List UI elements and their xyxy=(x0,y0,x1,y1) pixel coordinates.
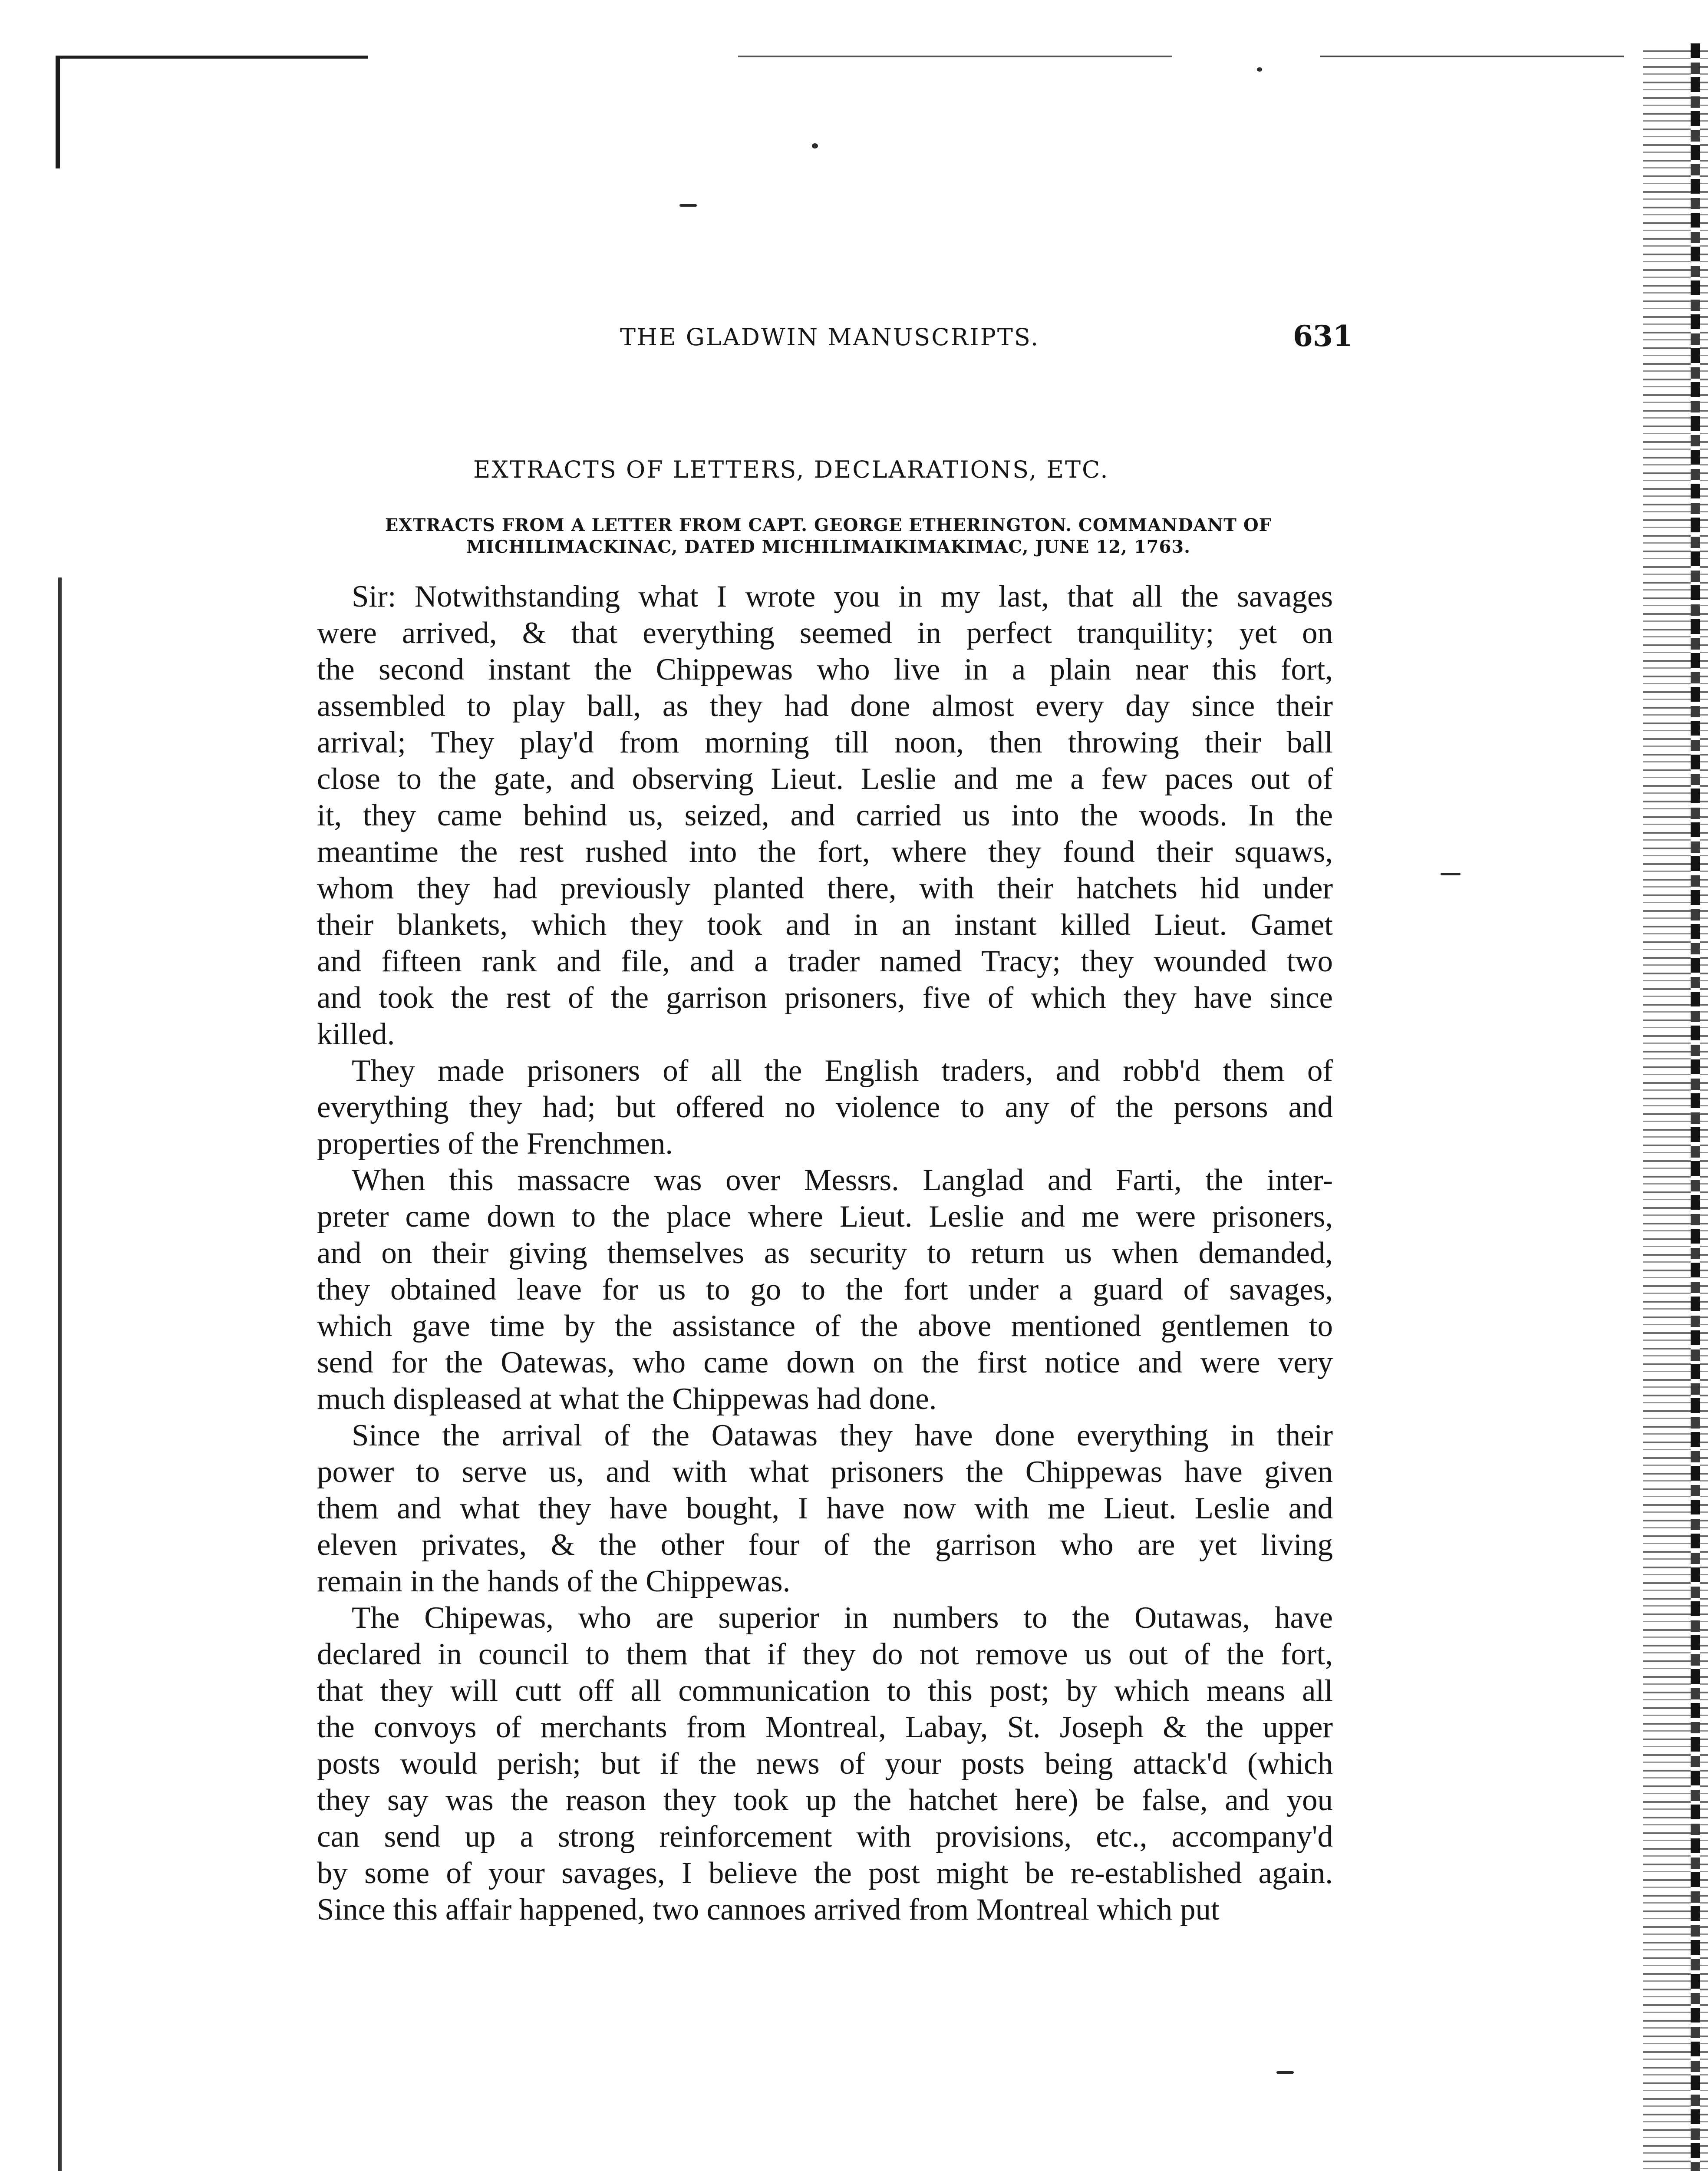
body-paragraph xyxy=(317,1162,1333,1417)
scan-speck xyxy=(812,143,818,148)
text-line: which gave time by the assistance of the above mentioned gentlemen to xyxy=(317,1309,1333,1343)
text-line: Sir: Notwithstanding what I wrote you in my last, that all the savages xyxy=(352,580,1333,614)
text-line: were arrived, & that everything seemed in perfect tranquility; yet on xyxy=(317,616,1333,650)
text-line: eleven privates, & the other four of the garrison who are yet living xyxy=(317,1528,1333,1562)
text-line: that they will cutt off all communication to this post; by which means all xyxy=(317,1674,1333,1708)
scan-top-rule xyxy=(56,56,368,59)
text-line: can send up a strong reinforcement with provisions, etc., accompany'd xyxy=(317,1820,1333,1854)
letter-heading xyxy=(325,515,1332,558)
text-line: send for the Oatewas, who came down on the first notice and were very xyxy=(317,1346,1333,1379)
text-line: properties of the Frenchmen. xyxy=(317,1127,673,1161)
text-line: their blankets, which they took and in an instant killed Lieut. Gamet xyxy=(317,908,1333,942)
body-paragraph xyxy=(317,1600,1333,1928)
text-line: The Chipewas, who are superior in numbers to the Outawas, have xyxy=(352,1601,1333,1635)
text-line: everything they had; but offered no violence to any of the persons and xyxy=(317,1090,1333,1124)
letter-heading-line: MICHILIMACKINAC, DATED MICHILIMAIKIMAKIMAC, JUNE 12, 1763. xyxy=(466,537,1191,557)
scan-left-edge xyxy=(58,577,62,2171)
text-line: them and what they have bought, I have now with me Lieut. Leslie and xyxy=(317,1491,1333,1525)
scan-right-edge-dark xyxy=(1691,43,1700,2171)
text-line: assembled to play ball, as they had done almost every day since their xyxy=(317,689,1333,723)
letter-heading-line: EXTRACTS FROM A LETTER FROM CAPT. GEORGE ETHERINGTON. COMMANDANT OF xyxy=(385,515,1272,535)
scan-left-edge xyxy=(56,56,60,168)
text-line: and fifteen rank and file, and a trader named Tracy; they wounded two xyxy=(317,944,1333,978)
text-line: they say was the reason they took up the hatchet here) be false, and you xyxy=(317,1783,1333,1817)
text-line: close to the gate, and observing Lieut. Leslie and me a few paces out of xyxy=(317,762,1333,796)
page-number: 631 xyxy=(1293,319,1353,353)
text-line: it, they came behind us, seized, and carried us into the woods. In the xyxy=(317,798,1333,832)
scan-speck xyxy=(1276,2071,1294,2074)
text-line: by some of your savages, I believe the post might be re-established again. xyxy=(317,1856,1333,1890)
body-paragraph xyxy=(317,1053,1333,1162)
running-head: THE GLADWIN MANUSCRIPTS. xyxy=(620,323,1040,351)
text-line: they obtained leave for us to go to the fort under a guard of savages, xyxy=(317,1273,1333,1307)
scan-speck xyxy=(1441,873,1461,875)
scan-speck xyxy=(1257,67,1262,72)
text-line: power to serve us, and with what prisoners the Chippewas have given xyxy=(317,1455,1333,1489)
text-line: whom they had previously planted there, with their hatchets hid under xyxy=(317,871,1333,905)
text-line: Since this affair happened, two cannoes arrived from Montreal which put xyxy=(317,1893,1220,1927)
text-line: posts would perish; but if the news of your posts being attack'd (which xyxy=(317,1747,1333,1781)
text-line: arrival; They play'd from morning till noon, then throwing their ball xyxy=(317,726,1333,759)
text-line: remain in the hands of the Chippewas. xyxy=(317,1564,791,1598)
text-line: Since the arrival of the Oatawas they have done everything in their xyxy=(352,1419,1333,1452)
section-heading: EXTRACTS OF LETTERS, DECLARATIONS, ETC. xyxy=(473,456,1109,483)
text-line: the second instant the Chippewas who live in a plain near this fort, xyxy=(317,653,1333,686)
body-paragraph xyxy=(317,1417,1333,1600)
text-line: killed. xyxy=(317,1017,395,1051)
body-paragraph xyxy=(317,578,1333,1053)
text-line: the convoys of merchants from Montreal, Labay, St. Joseph & the upper xyxy=(317,1710,1333,1744)
text-line: When this massacre was over Messrs. Langlad and Farti, the inter- xyxy=(352,1163,1333,1197)
text-line: and took the rest of the garrison prisoners, five of which they have since xyxy=(317,981,1333,1015)
text-line: They made prisoners of all the English traders, and robb'd them of xyxy=(352,1054,1333,1088)
text-line: preter came down to the place where Lieut. Leslie and me were prisoners, xyxy=(317,1200,1333,1234)
scan-top-rule xyxy=(738,56,1172,57)
text-line: and on their giving themselves as security to return us when demanded, xyxy=(317,1236,1333,1270)
text-line: much displeased at what the Chippewas had done. xyxy=(317,1382,937,1416)
text-line: declared in council to them that if they do not remove us out of the fort, xyxy=(317,1637,1333,1671)
text-line: meantime the rest rushed into the fort, where they found their squaws, xyxy=(317,835,1333,869)
letter-body xyxy=(317,578,1333,1928)
scan-speck xyxy=(679,204,697,207)
scan-top-rule xyxy=(1320,56,1624,57)
